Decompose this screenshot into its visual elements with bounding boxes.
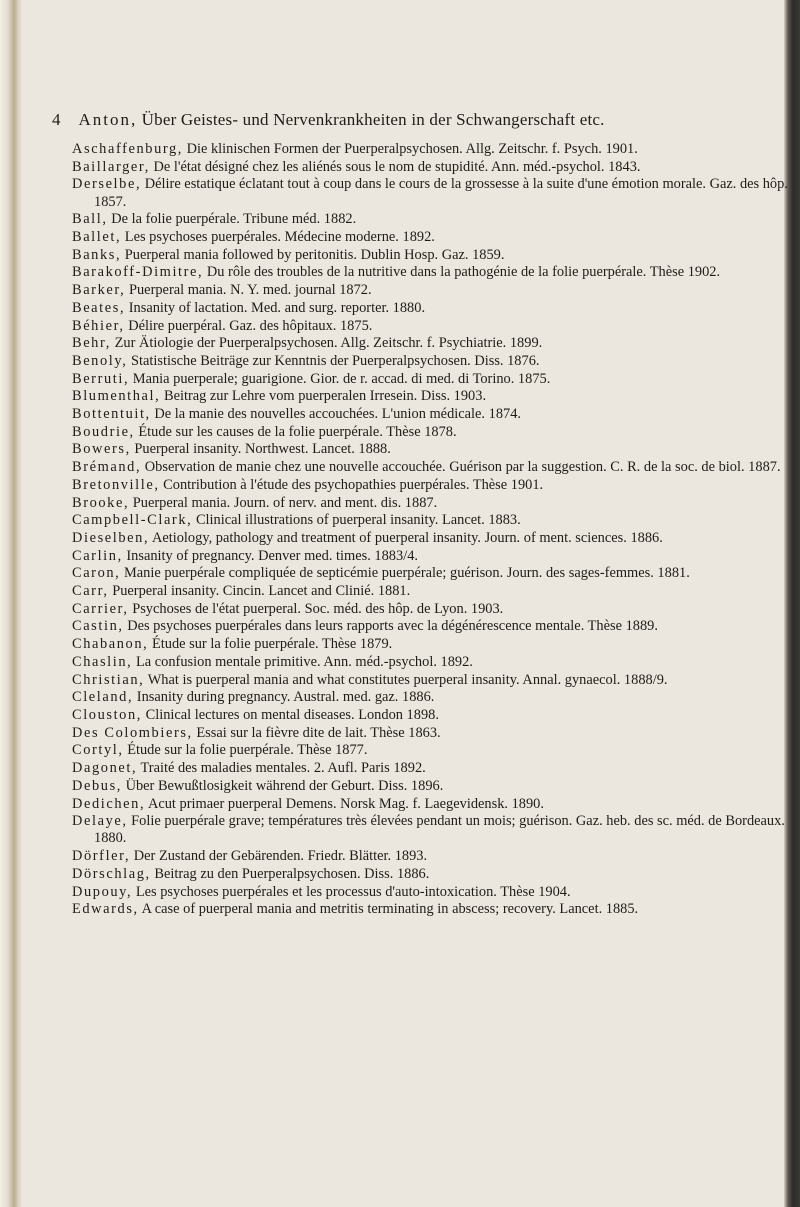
reference-author: Barker,: [72, 282, 126, 299]
reference-author: Carrier,: [72, 600, 129, 617]
reference-text: Les psychoses puerpérales. Médecine moderne. 1892.: [124, 229, 435, 246]
reference-author: Dörfler,: [72, 848, 131, 865]
reference-text: Insanity of pregnancy. Denver med. times. 1883/4.: [126, 547, 418, 564]
reference-text: Étude sur les causes de la folie puerpérale. Thèse 1878.: [138, 423, 457, 440]
reference-entry: [72, 742, 788, 759]
reference-entry: [72, 512, 788, 529]
reference-author: Carlin,: [72, 547, 123, 564]
reference-entry: [72, 866, 788, 883]
reference-entry: [72, 583, 788, 600]
reference-text: De la manie des nouvelles accouchées. L'union médicale. 1874.: [154, 406, 521, 423]
reference-entry: [72, 813, 788, 847]
reference-entry: [72, 282, 788, 299]
reference-text: Manie puerpérale compliquée de septicémie puerpérale; guérison. Journ. des sages-femmes. 1881.: [123, 565, 690, 582]
reference-text: Puerperal insanity. Northwest. Lancet. 1888.: [134, 441, 391, 458]
reference-text: Aetiology, pathology and treatment of puerperal insanity. Journ. of ment. sciences. 1886.: [151, 529, 663, 546]
reference-text: Folie puerpérale grave; températures très élevées pendant un mois; guérison. Gaz. heb. des sc. méd. de Bordeaux. 1880.: [94, 813, 785, 847]
reference-text: Puerperal mania. N. Y. med. journal 1872.: [128, 282, 372, 299]
reference-author: Béhier,: [72, 317, 125, 334]
reference-author: Chabanon,: [72, 636, 149, 653]
reference-text: De l'état désigné chez les aliénés sous le nom de stupidité. Ann. méd.-psychol. 1843.: [153, 158, 641, 175]
reference-text: Puerperal mania followed by peritonitis. Dublin Hosp. Gaz. 1859.: [124, 246, 505, 263]
reference-text: Des psychoses puerpérales dans leurs rapports avec la dégénérescence mentale. Thèse 1889.: [127, 618, 658, 635]
reference-author: Dedichen,: [72, 795, 146, 812]
reference-author: Des Colombiers,: [72, 724, 193, 741]
reference-text: Clinical lectures on mental diseases. London 1898.: [145, 707, 439, 723]
reference-text: De la folie puerpérale. Tribune méd. 1882.: [111, 211, 357, 228]
reference-entry: [72, 441, 788, 458]
reference-entry: [72, 424, 788, 441]
reference-entry: [72, 689, 788, 706]
reference-entry: [72, 796, 788, 813]
reference-entry: [72, 636, 788, 653]
reference-text: Essai sur la fièvre dite de lait. Thèse 1863.: [196, 724, 441, 741]
reference-entry: [72, 459, 788, 476]
reference-author: Christian,: [72, 671, 145, 688]
reference-text: Beitrag zu den Puerperalpsychosen. Diss. 1886.: [154, 865, 430, 882]
reference-text: Délire estatique éclatant tout à coup dans le cours de la grossesse à la suite d'une émotion morale. Gaz. des hôp. 1857.: [94, 176, 788, 210]
reference-entry: [72, 707, 788, 724]
reference-entry: [72, 371, 788, 388]
reference-text: Clinical illustrations of puerperal insanity. Lancet. 1883.: [195, 512, 521, 529]
reference-entry: [72, 318, 788, 335]
reference-entry: [72, 760, 788, 777]
reference-text: Die klinischen Formen der Puerperalpsychosen. Allg. Zeitschr. f. Psych. 1901.: [186, 141, 638, 157]
reference-author: Aschaffenburg,: [72, 141, 183, 157]
reference-text: Acut primaer puerperal Demens. Norsk Mag. f. Laegevidensk. 1890.: [147, 795, 544, 812]
reference-text: Über Bewußtlosigkeit während der Geburt. Diss. 1896.: [125, 777, 444, 794]
reference-text: A case of puerperal mania and metritis terminating in abscess; recovery. Lancet. 1885.: [141, 901, 639, 918]
reference-author: Ballet,: [72, 229, 122, 246]
reference-text: Traité des maladies mentales. 2. Aufl. Paris 1892.: [140, 760, 426, 777]
reference-entry: [72, 848, 788, 865]
reference-author: Carr,: [72, 583, 109, 600]
reference-author: Delaye,: [72, 813, 128, 830]
reference-entry: [72, 495, 788, 512]
reference-entry: [72, 654, 788, 671]
reference-text: Observation de manie chez une nouvelle accouchée. Guérison par la suggestion. C. R. de la soc. de biol. 1887.: [144, 459, 781, 476]
reference-entry: [72, 264, 788, 281]
reference-text: Beitrag zur Lehre vom puerperalen Irresein. Diss. 1903.: [163, 388, 487, 405]
reference-entry: [72, 300, 788, 317]
reference-author: Benoly,: [72, 352, 128, 369]
reference-entry: [72, 901, 788, 918]
reference-entry: [72, 406, 788, 423]
reference-author: Dörschlag,: [72, 865, 151, 882]
reference-author: Barakoff-Dimitre,: [72, 264, 204, 281]
reference-text: Mania puerperale; guarigione. Gior. de r. accad. di med. di Torino. 1875.: [132, 370, 551, 387]
reference-entry: [72, 477, 788, 494]
page-number: 4: [52, 110, 61, 129]
reference-entry: [72, 141, 788, 158]
header-title: Über Geistes- und Nervenkrankheiten in der Schwangerschaft etc.: [141, 110, 605, 129]
reference-author: Behr,: [72, 335, 111, 352]
reference-author: Banks,: [72, 246, 122, 263]
reference-entry: [72, 618, 788, 635]
reference-author: Brémand,: [72, 459, 142, 476]
reference-entry: [72, 778, 788, 795]
reference-text: Étude sur la folie puerpérale. Thèse 1879.: [151, 636, 393, 653]
reference-author: Bottentuit,: [72, 406, 151, 423]
reference-text: Puerperal mania. Journ. of nerv. and ment. dis. 1887.: [132, 494, 438, 511]
reference-text: Insanity during pregnancy. Austral. med. gaz. 1886.: [136, 689, 435, 706]
reference-author: Blumenthal,: [72, 388, 161, 405]
reference-entry: [72, 672, 788, 689]
reference-entry: [72, 601, 788, 618]
reference-author: Debus,: [72, 777, 122, 794]
reference-author: Edwards,: [72, 901, 139, 918]
reference-text: Du rôle des troubles de la nutritive dans la pathogénie de la folie puerpérale. Thèse 1902.: [206, 264, 721, 281]
reference-author: Cortyl,: [72, 742, 124, 759]
reference-author: Dieselben,: [72, 529, 150, 546]
reference-entry: [72, 388, 788, 405]
reference-author: Caron,: [72, 565, 121, 582]
reference-author: Cleland,: [72, 689, 134, 706]
reference-entry: [72, 548, 788, 565]
reference-text: Insanity of lactation. Med. and surg. reporter. 1880.: [128, 299, 426, 316]
reference-author: Ball,: [72, 211, 108, 228]
reference-author: Bowers,: [72, 441, 131, 458]
reference-author: Castin,: [72, 618, 124, 635]
reference-text: Psychoses de l'état puerperal. Soc. méd. des hôp. de Lyon. 1903.: [132, 600, 504, 617]
reference-text: Les psychoses puerpérales et les processus d'auto-intoxication. Thèse 1904.: [135, 883, 571, 900]
reference-entry: [72, 335, 788, 352]
reference-text: Statistische Beiträge zur Kenntnis der Puerperalpsychosen. Diss. 1876.: [131, 352, 540, 369]
reference-author: Derselbe,: [72, 176, 142, 193]
header-author: Anton,: [78, 110, 138, 129]
reference-entry: [72, 530, 788, 547]
reference-entry: [72, 229, 788, 246]
reference-author: Dagonet,: [72, 760, 138, 777]
reference-entry: [72, 565, 788, 582]
reference-author: Brooke,: [72, 494, 130, 511]
reference-author: Campbell-Clark,: [72, 512, 193, 529]
running-header: [52, 110, 752, 130]
reference-entry: [72, 211, 788, 228]
reference-author: Boudrie,: [72, 423, 135, 440]
page-gutter-shadow: [0, 0, 22, 1207]
reference-entry: [72, 884, 788, 901]
reference-author: Dupouy,: [72, 883, 133, 900]
reference-author: Beates,: [72, 299, 126, 316]
reference-entry: [72, 159, 788, 176]
reference-entry: [72, 176, 788, 210]
reference-text: Délire puerpéral. Gaz. des hôpitaux. 1875.: [128, 317, 373, 334]
reference-author: Clouston,: [72, 707, 142, 723]
reference-text: La confusion mentale primitive. Ann. méd.-psychol. 1892.: [135, 653, 473, 670]
reference-text: Zur Ätiologie der Puerperalpsychosen. Allg. Zeitschr. f. Psychiatrie. 1899.: [114, 335, 543, 352]
reference-entry: [72, 725, 788, 742]
reference-list: [72, 141, 788, 919]
reference-author: Chaslin,: [72, 653, 133, 670]
reference-entry: [72, 353, 788, 370]
reference-author: Bretonville,: [72, 476, 160, 493]
reference-author: Berruti,: [72, 370, 130, 387]
reference-text: Contribution à l'étude des psychopathies puerpérales. Thèse 1901.: [163, 476, 544, 493]
reference-text: What is puerperal mania and what constitutes puerperal insanity. Annal. gynaecol. 1888/9.: [147, 671, 668, 688]
reference-text: Puerperal insanity. Cincin. Lancet and Clinié. 1881.: [112, 583, 411, 600]
reference-author: Baillarger,: [72, 158, 150, 175]
reference-text: Der Zustand der Gebärenden. Friedr. Blätter. 1893.: [133, 848, 428, 865]
reference-entry: [72, 247, 788, 264]
reference-text: Étude sur la folie puerpérale. Thèse 1877.: [127, 742, 368, 759]
